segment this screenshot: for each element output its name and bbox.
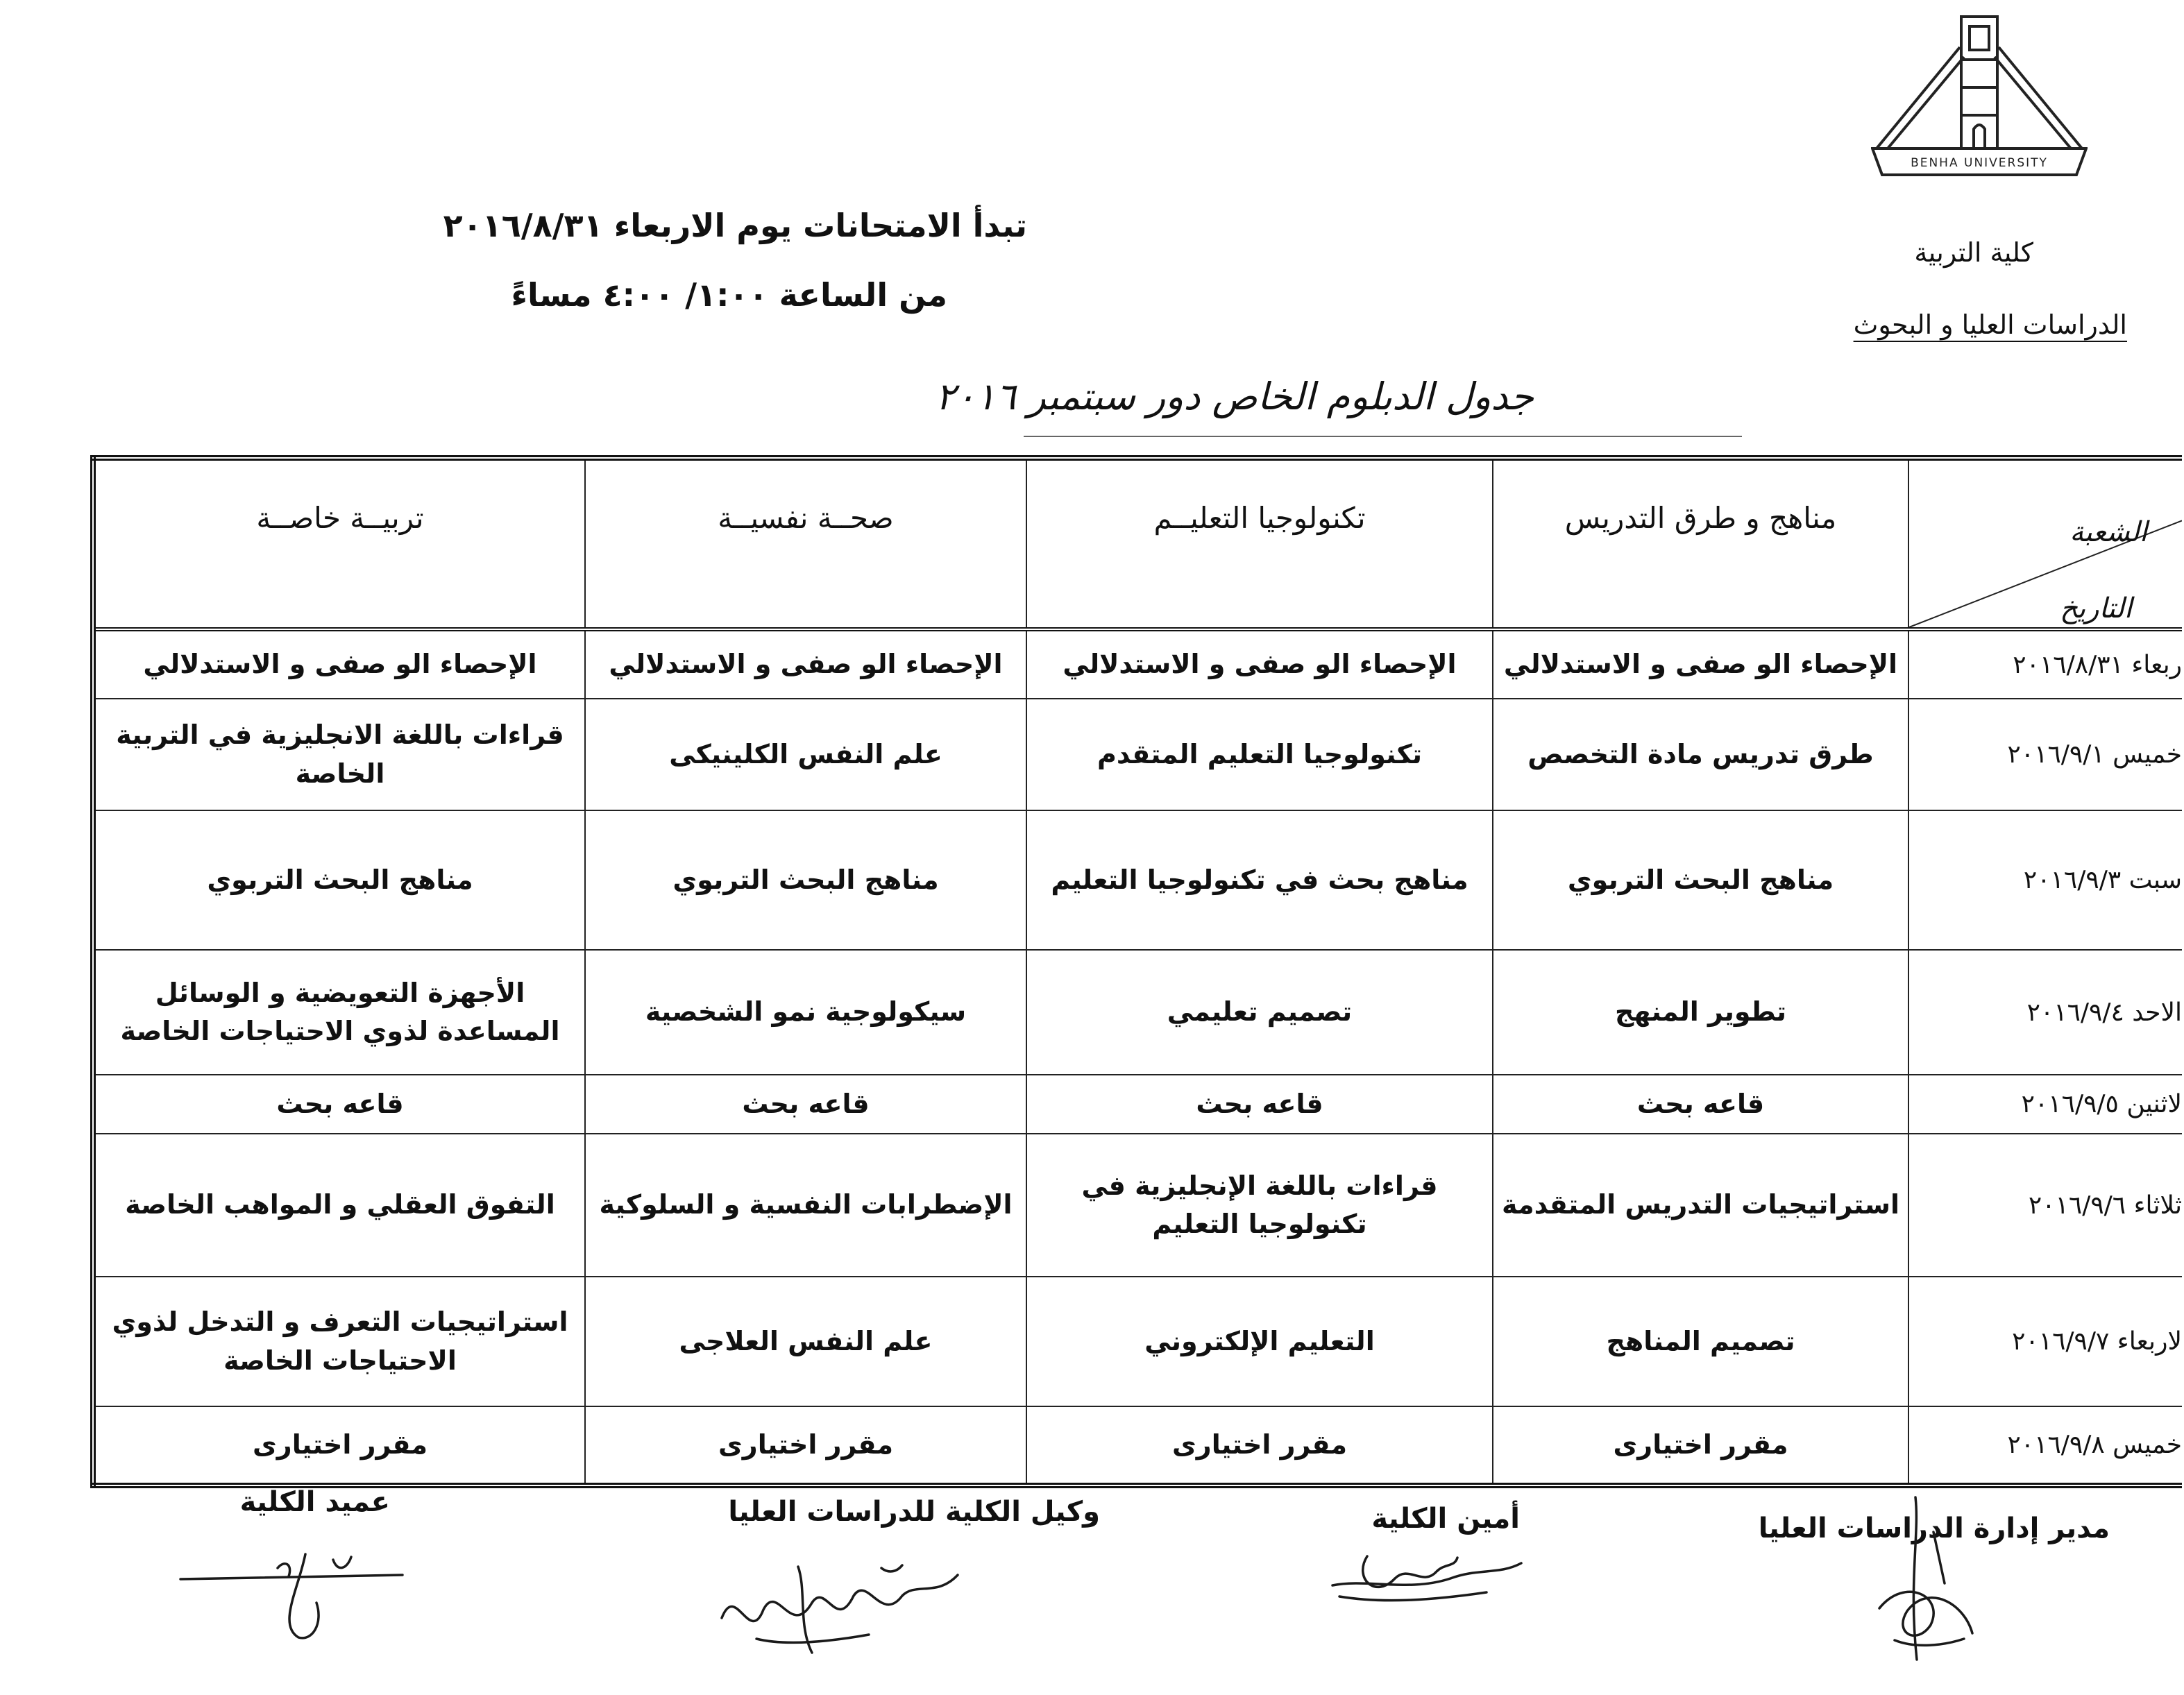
signature-dean-image — [173, 1547, 409, 1644]
exam-date-cell: خميس ٢٠١٦/٩/١ — [1908, 699, 2182, 810]
exam-subject-cell: تصميم المناهج — [1493, 1277, 1908, 1406]
schedule-row — [93, 810, 2182, 950]
exam-subject-cell: مناهج البحث التربوي — [93, 810, 585, 950]
university-logo — [1871, 11, 2088, 181]
exam-subject-cell: مناهج بحث في تكنولوجيا التعليم — [1026, 810, 1493, 950]
schedule-row — [93, 950, 2182, 1075]
exam-subject-cell: استراتيجيات التدريس المتقدمة — [1493, 1134, 1908, 1277]
exam-schedule-table — [90, 455, 2182, 1488]
column-header-edtech: تكنولوجيا التعليــم — [1026, 458, 1493, 629]
exam-time-notice: من الساعة ١:٠٠/ ٤:٠٠ مساءً — [511, 276, 947, 314]
exam-subject-cell: تطوير المنهج — [1493, 950, 1908, 1075]
schedule-title: جدول الدبلوم الخاص دور سبتمبر ٢٠١٦ — [935, 375, 1534, 418]
exam-date-cell: خميس ٢٠١٦/٩/٨ — [1908, 1406, 2182, 1485]
title-underline — [1024, 436, 1742, 437]
logo-lettering: BENHA UNIVERSITY — [1911, 156, 2048, 170]
exam-date-cell: سبت ٢٠١٦/٩/٣ — [1908, 810, 2182, 950]
schedule-row — [93, 1277, 2182, 1406]
exam-date-cell: الاحد ٢٠١٦/٩/٤ — [1908, 950, 2182, 1075]
exam-subject-cell: الإحصاء الو صفى و الاستدلالي — [585, 629, 1026, 699]
exam-subject-cell: استراتيجيات التعرف و التدخل لذوي الاحتياجات الخاصة — [93, 1277, 585, 1406]
exam-subject-cell: التفوق العقلي و المواهب الخاصة — [93, 1134, 585, 1277]
exam-subject-cell: قراءات باللغة الانجليزية في التربية الخاصة — [93, 699, 585, 810]
signature-title-dean: عميد الكلية — [239, 1486, 390, 1518]
exam-date-cell: ربعاء ٢٠١٦/٨/٣١ — [1908, 629, 2182, 699]
exam-subject-cell: قاعه بحث — [585, 1075, 1026, 1134]
exam-subject-cell: الإضطرابات النفسية و السلوكية — [585, 1134, 1026, 1277]
exam-subject-cell: قاعه بحث — [1026, 1075, 1493, 1134]
exam-subject-cell: قاعه بحث — [93, 1075, 585, 1134]
corner-header-cell — [1908, 458, 2182, 629]
schedule-row — [93, 1406, 2182, 1485]
signature-title-vice-dean: وكيل الكلية للدراسات العليا — [728, 1496, 1100, 1528]
signature-title-graduate-studies-manager: مدير إدارة الدراسات العليا — [1758, 1513, 2110, 1544]
exam-start-notice: تبدأ الامتحانات يوم الاربعاء ٢٠١٦/٨/٣١ — [443, 207, 1027, 244]
exam-subject-cell: علم النفس العلاجى — [585, 1277, 1026, 1406]
exam-subject-cell: سيكولوجية نمو الشخصية — [585, 950, 1026, 1075]
signature-graduate-studies-manager-image — [1867, 1492, 1985, 1665]
schedule-row — [93, 1075, 2182, 1134]
exam-subject-cell: الأجهزة التعويضية و الوسائل المساعدة لذوي الاحتياجات الخاصة — [93, 950, 585, 1075]
department-name: الدراسات العليا و البحوث — [1853, 309, 2127, 340]
exam-date-cell: لاربعاء ٢٠١٦/٩/٧ — [1908, 1277, 2182, 1406]
exam-date-cell: لاثنين ٢٠١٦/٩/٥ — [1908, 1075, 2182, 1134]
column-header-curricula: مناهج و طرق التدريس — [1493, 458, 1908, 629]
exam-subject-cell: الإحصاء الو صفى و الاستدلالي — [1493, 629, 1908, 699]
exam-subject-cell: تكنولوجيا التعليم المتقدم — [1026, 699, 1493, 810]
exam-date-cell: ثلاثاء ٢٠١٦/٩/٦ — [1908, 1134, 2182, 1277]
date-label: التاريخ — [2060, 593, 2132, 624]
exam-subject-cell: مناهج البحث التربوي — [585, 810, 1026, 950]
exam-subject-cell: التعليم الإلكتروني — [1026, 1277, 1493, 1406]
exam-subject-cell: مناهج البحث التربوي — [1493, 810, 1908, 950]
exam-subject-cell: تصميم تعليمي — [1026, 950, 1493, 1075]
exam-subject-cell: مقرر اختيارى — [585, 1406, 1026, 1485]
division-label: الشعبة — [2069, 516, 2147, 548]
signature-vice-dean-image — [715, 1554, 965, 1665]
exam-subject-cell: قاعه بحث — [1493, 1075, 1908, 1134]
signature-title-faculty-secretary: أمين الكلية — [1371, 1503, 1520, 1535]
schedule-row — [93, 629, 2182, 699]
table-header-row — [93, 458, 2182, 629]
schedule-row — [93, 1134, 2182, 1277]
exam-subject-cell: قراءات باللغة الإنجليزية في تكنولوجيا التعليم — [1026, 1134, 1493, 1277]
exam-subject-cell: الإحصاء الو صفى و الاستدلالي — [1026, 629, 1493, 699]
exam-subject-cell: مقرر اختيارى — [1493, 1406, 1908, 1485]
signature-faculty-secretary-image — [1326, 1537, 1527, 1606]
exam-subject-cell: مقرر اختيارى — [93, 1406, 585, 1485]
exam-subject-cell: الإحصاء الو صفى و الاستدلالي — [93, 629, 585, 699]
exam-subject-cell: مقرر اختيارى — [1026, 1406, 1493, 1485]
column-header-special-education: تربيــة خاصــة — [93, 458, 585, 629]
schedule-row — [93, 699, 2182, 810]
faculty-name: كلية التربية — [1914, 237, 2033, 268]
exam-subject-cell: علم النفس الكلينيكى — [585, 699, 1026, 810]
exam-subject-cell: طرق تدريس مادة التخصص — [1493, 699, 1908, 810]
column-header-mental-health: صحــة نفسيــة — [585, 458, 1026, 629]
